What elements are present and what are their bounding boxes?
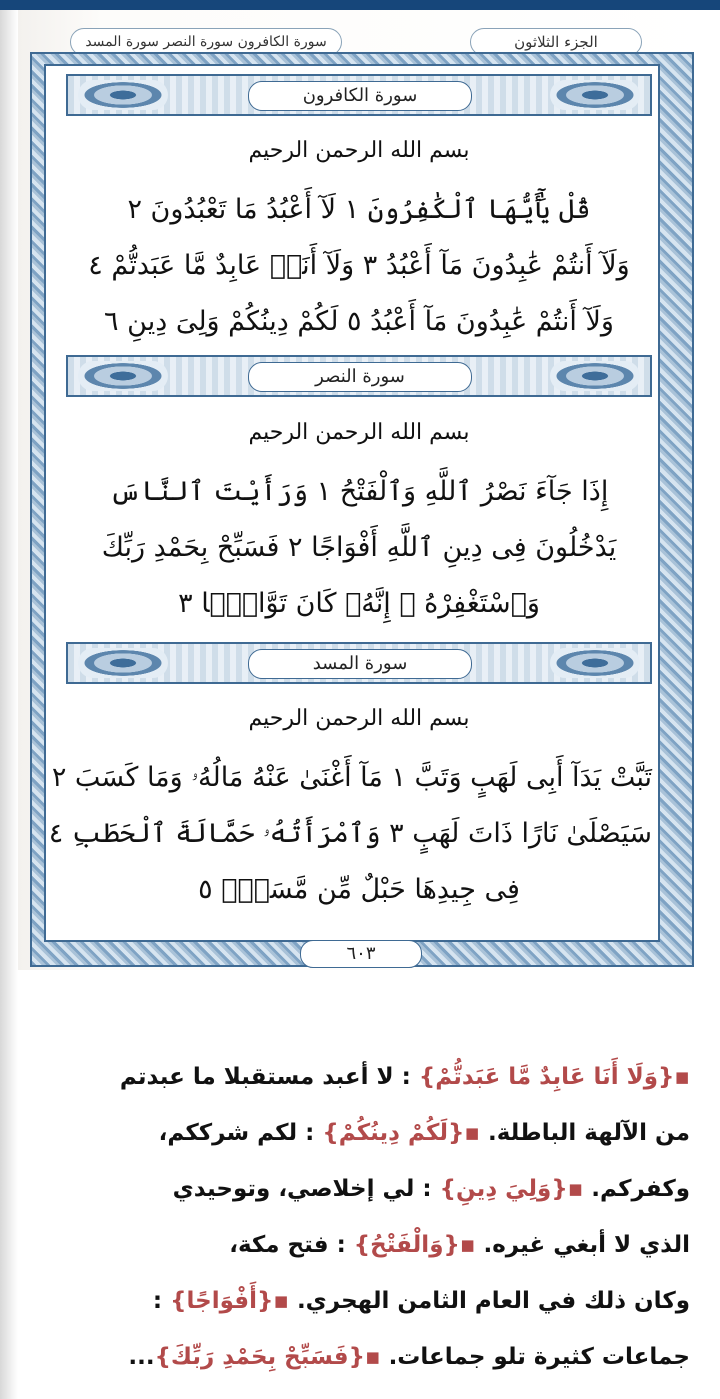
tafsir-quote[interactable]: ▪{وَلَا أَنَا عَابِدٌ مَّا عَبَدتُّمْ} <box>418 1064 690 1090</box>
status-bar <box>0 0 720 10</box>
ornament-icon <box>78 80 168 110</box>
verse-line[interactable]: فِى جِيدِهَا حَبْلٌ مِّن مَّسَدٍۭ ٥ <box>198 874 520 905</box>
surah-title: سورة النصر <box>248 362 472 392</box>
tafsir-text: : لي إخلاصي، وتوحيدي <box>172 1176 440 1202</box>
page-number: ٦٠٣ <box>300 940 422 968</box>
tafsir-text: الذي لا أبغي غيره. <box>475 1232 690 1258</box>
basmala: بسم الله الرحمن الرحيم <box>248 138 470 163</box>
tafsir-quote[interactable]: ▪{أَفْوَاجًا} <box>170 1288 289 1314</box>
verse-line[interactable]: وَٱسْتَغْفِرْهُ ۚ إِنَّهُۥ كَانَ تَوَّابًۢا ٣ <box>178 588 540 619</box>
tafsir-text: : <box>152 1288 171 1314</box>
verse-line[interactable]: تَبَّتْ يَدَآ أَبِى لَهَبٍ وَتَبَّ ١ مَآ أَغْنَىٰ عَنْهُ مَالُهُۥ وَمَا كَسَبَ ٢ <box>51 762 652 793</box>
basmala: بسم الله الرحمن الرحيم <box>248 420 470 445</box>
tafsir-line <box>40 1284 690 1318</box>
tafsir-quote[interactable]: ▪{وَلِيَ دِينِ} <box>439 1176 584 1202</box>
basmala: بسم الله الرحمن الرحيم <box>248 706 470 731</box>
tafsir-text: وكفركم. <box>583 1176 690 1202</box>
surah-banner-kafirun <box>66 74 652 116</box>
tafsir-text: : لكم شرككم، <box>158 1120 323 1146</box>
ornament-icon <box>550 361 640 391</box>
ornament-icon <box>78 361 168 391</box>
surah-title: سورة الكافرون <box>248 81 472 111</box>
surah-title: سورة المسد <box>248 649 472 679</box>
tafsir-text: ... <box>128 1344 155 1370</box>
tafsir-text: جماعات كثيرة تلو جماعات. <box>380 1344 690 1370</box>
verse-line[interactable]: يَدْخُلُونَ فِى دِينِ ٱللَّهِ أَفْوَاجًا ٢ فَسَبِّحْ بِحَمْدِ رَبِّكَ <box>101 532 617 563</box>
juz-label: الجزء الثلاثون <box>470 28 642 56</box>
verse-line[interactable]: إِذَا جَآءَ نَصْرُ ٱللَّهِ وَٱلْفَتْحُ ١ وَرَأَيْتَ ٱلنَّاسَ <box>109 476 609 507</box>
tafsir-text: وكان ذلك في العام الثامن الهجري. <box>288 1288 690 1314</box>
surah-banner-nasr <box>66 355 652 397</box>
verse-line[interactable]: سَيَصْلَىٰ نَارًا ذَاتَ لَهَبٍ ٣ وَٱمْرَأَتُهُۥ حَمَّالَةَ ٱلْحَطَبِ ٤ <box>48 818 652 849</box>
surah-banner-masad <box>66 642 652 684</box>
tafsir-line <box>40 1116 690 1150</box>
tafsir-line <box>40 1228 690 1262</box>
suras-label: سورة الكافرون سورة النصر سورة المسد <box>70 28 342 56</box>
ornament-icon <box>550 80 640 110</box>
verse-line[interactable]: وَلَآ أَنتُمْ عَٰبِدُونَ مَآ أَعْبُدُ ٣ وَلَآ أَنَا۠ عَابِدٌ مَّا عَبَدتُّمْ ٤ <box>88 250 630 281</box>
tafsir-text: : فتح مكة، <box>229 1232 354 1258</box>
tafsir-quote[interactable]: ▪{وَالْفَتْحُ} <box>353 1232 476 1258</box>
verse-line[interactable]: قُلْ يَٰٓأَيُّهَا ٱلْكَٰفِرُونَ ١ لَآ أَعْبُدُ مَا تَعْبُدُونَ ٢ <box>127 194 591 225</box>
tafsir-line <box>40 1172 690 1206</box>
tafsir-text: من الآلهة الباطلة. <box>479 1120 690 1146</box>
tafsir-quote[interactable]: ▪{فَسَبِّحْ بِحَمْدِ رَبِّكَ} <box>154 1344 381 1370</box>
ornament-icon <box>78 648 168 678</box>
tafsir-line <box>40 1340 690 1374</box>
tafsir-quote[interactable]: ▪{لَكُمْ دِينُكُمْ} <box>322 1120 480 1146</box>
ornament-icon <box>550 648 640 678</box>
page-spine <box>0 10 18 1399</box>
tafsir-text: : لا أعبد مستقبلا ما عبدتم <box>119 1064 419 1090</box>
tafsir-line <box>40 1060 690 1094</box>
verse-line[interactable]: وَلَآ أَنتُمْ عَٰبِدُونَ مَآ أَعْبُدُ ٥ لَكُمْ دِينُكُمْ وَلِىَ دِينِ ٦ <box>104 306 614 337</box>
